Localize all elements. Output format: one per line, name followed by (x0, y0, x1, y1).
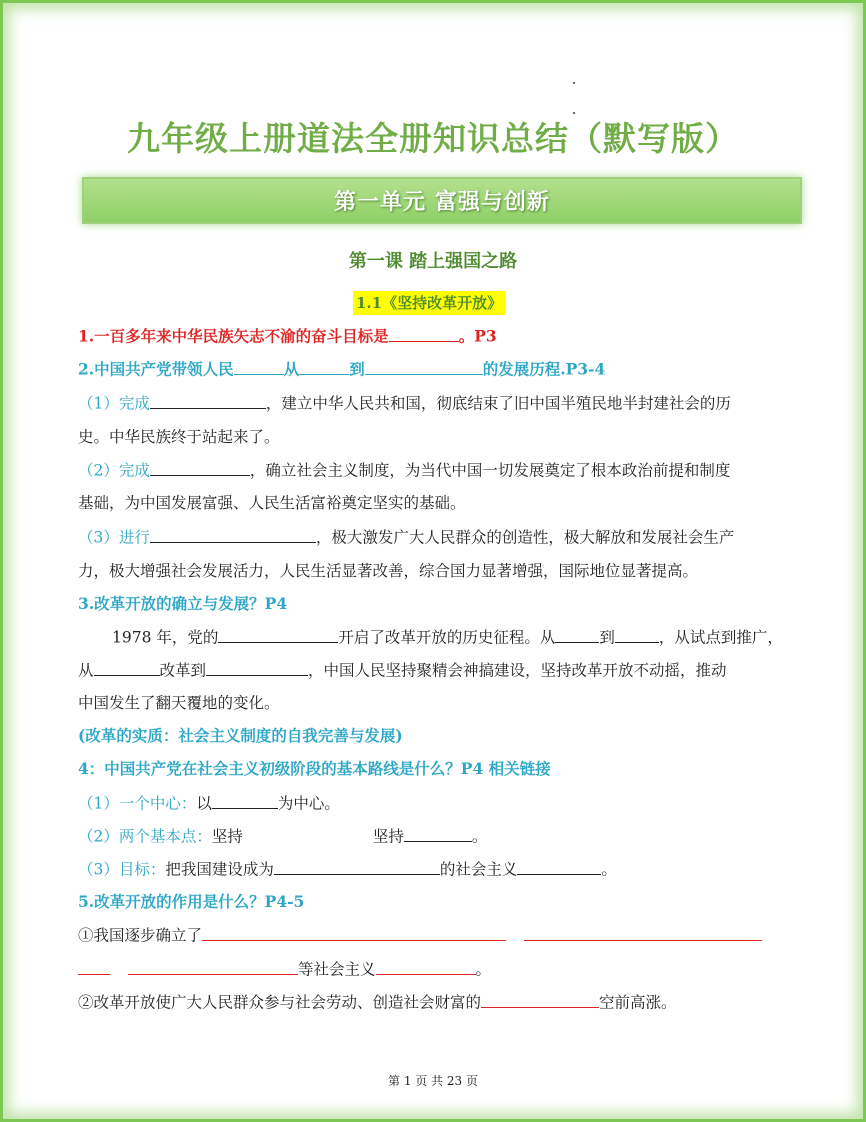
blank[interactable] (274, 858, 440, 875)
blank[interactable] (517, 858, 601, 875)
blank[interactable] (218, 626, 338, 643)
question-4-line-3: （3）目标：把我国建设成为 的社会主义 。 (78, 858, 617, 881)
blank[interactable] (202, 924, 506, 941)
blank[interactable] (555, 626, 599, 643)
point-2-line-2: 基础，为中国发展富强、人民生活富裕奠定坚实的基础。 (78, 494, 466, 512)
blank[interactable] (234, 358, 284, 375)
blank[interactable] (212, 792, 278, 809)
blank[interactable] (404, 825, 472, 842)
blank[interactable] (78, 958, 110, 975)
question-2: 2.中国共产党带领人民 从 到 的发展历程.P3-4 (78, 359, 606, 379)
unit-title: 第一单元 富强与创新 (334, 190, 550, 215)
point-1-line-2: 史。中华民族终于站起来了。 (78, 428, 280, 446)
question-4-line-1: （1）一个中心：以 为中心。 (78, 792, 340, 815)
blank[interactable] (150, 459, 250, 476)
question-3-line-2: 从 改革到 ，中国人民坚持聚精会神搞建设，坚持改革开放不动摇，推动 (78, 659, 727, 682)
lesson-title: 第一课 踏上强国之路 (348, 251, 518, 272)
blank[interactable] (150, 392, 266, 409)
blank[interactable] (481, 991, 599, 1008)
question-3-line-3: 中国发生了翻天覆地的变化。 (78, 694, 280, 712)
blank[interactable] (299, 358, 349, 375)
question-5-line-2: 等社会主义 。 (78, 958, 491, 981)
document-title: 九年级上册道法全册知识总结（默写版） (127, 119, 739, 158)
question-1: 1.一百多年来中华民族矢志不渝的奋斗目标是 。P3 (78, 326, 497, 346)
blank[interactable] (128, 958, 298, 975)
blank[interactable] (150, 526, 316, 543)
point-3-line-2: 力，极大增强社会发展活力，人民生活显著改善，综合国力显著增强，国际地位显著提高。 (78, 562, 699, 580)
question-5-line-1: ①我国逐步确立了 (78, 924, 762, 947)
question-4-line-2: （2）两个基本点：坚持 坚持 。 (78, 825, 487, 848)
question-5: 5.改革开放的作用是什么？P4-5 (78, 892, 305, 911)
question-5-line-3: ②改革开放使广大人民群众参与社会劳动、创造社会财富的 空前高涨。 (78, 991, 677, 1014)
blank[interactable] (365, 358, 483, 375)
section-title: 1.1《坚持改革开放》 (353, 291, 505, 315)
blank[interactable] (376, 958, 476, 975)
point-1-line-1: （1）完成 ，建立中华人民共和国，彻底结束了旧中国半殖民地半封建社会的历 (78, 392, 731, 415)
note: (改革的实质：社会主义制度的自我完善与发展) (78, 726, 403, 745)
blank[interactable] (389, 325, 459, 342)
blank[interactable] (206, 659, 308, 676)
blank[interactable] (524, 924, 762, 941)
point-2-line-1: （2）完成 ，确立社会主义制度，为当代中国一切发展奠定了根本政治前提和制度 (78, 459, 730, 482)
question-3: 3.改革开放的确立与发展？P4 (78, 594, 288, 613)
blank[interactable] (615, 626, 659, 643)
unit-banner (82, 177, 802, 224)
question-3-line-1: 1978 年，党的 开启了改革开放的历史征程。从 到 ，从试点到推广， (112, 626, 783, 649)
question-4: 4：中国共产党在社会主义初级阶段的基本路线是什么？P4 相关链接 (78, 759, 551, 778)
page-footer: 第 1 页 共 23 页 (388, 1074, 478, 1088)
blank[interactable] (94, 659, 160, 676)
speck (573, 82, 575, 84)
point-3-line-1: （3）进行 ，极大激发广大人民群众的创造性，极大解放和发展社会生产 (78, 526, 734, 549)
